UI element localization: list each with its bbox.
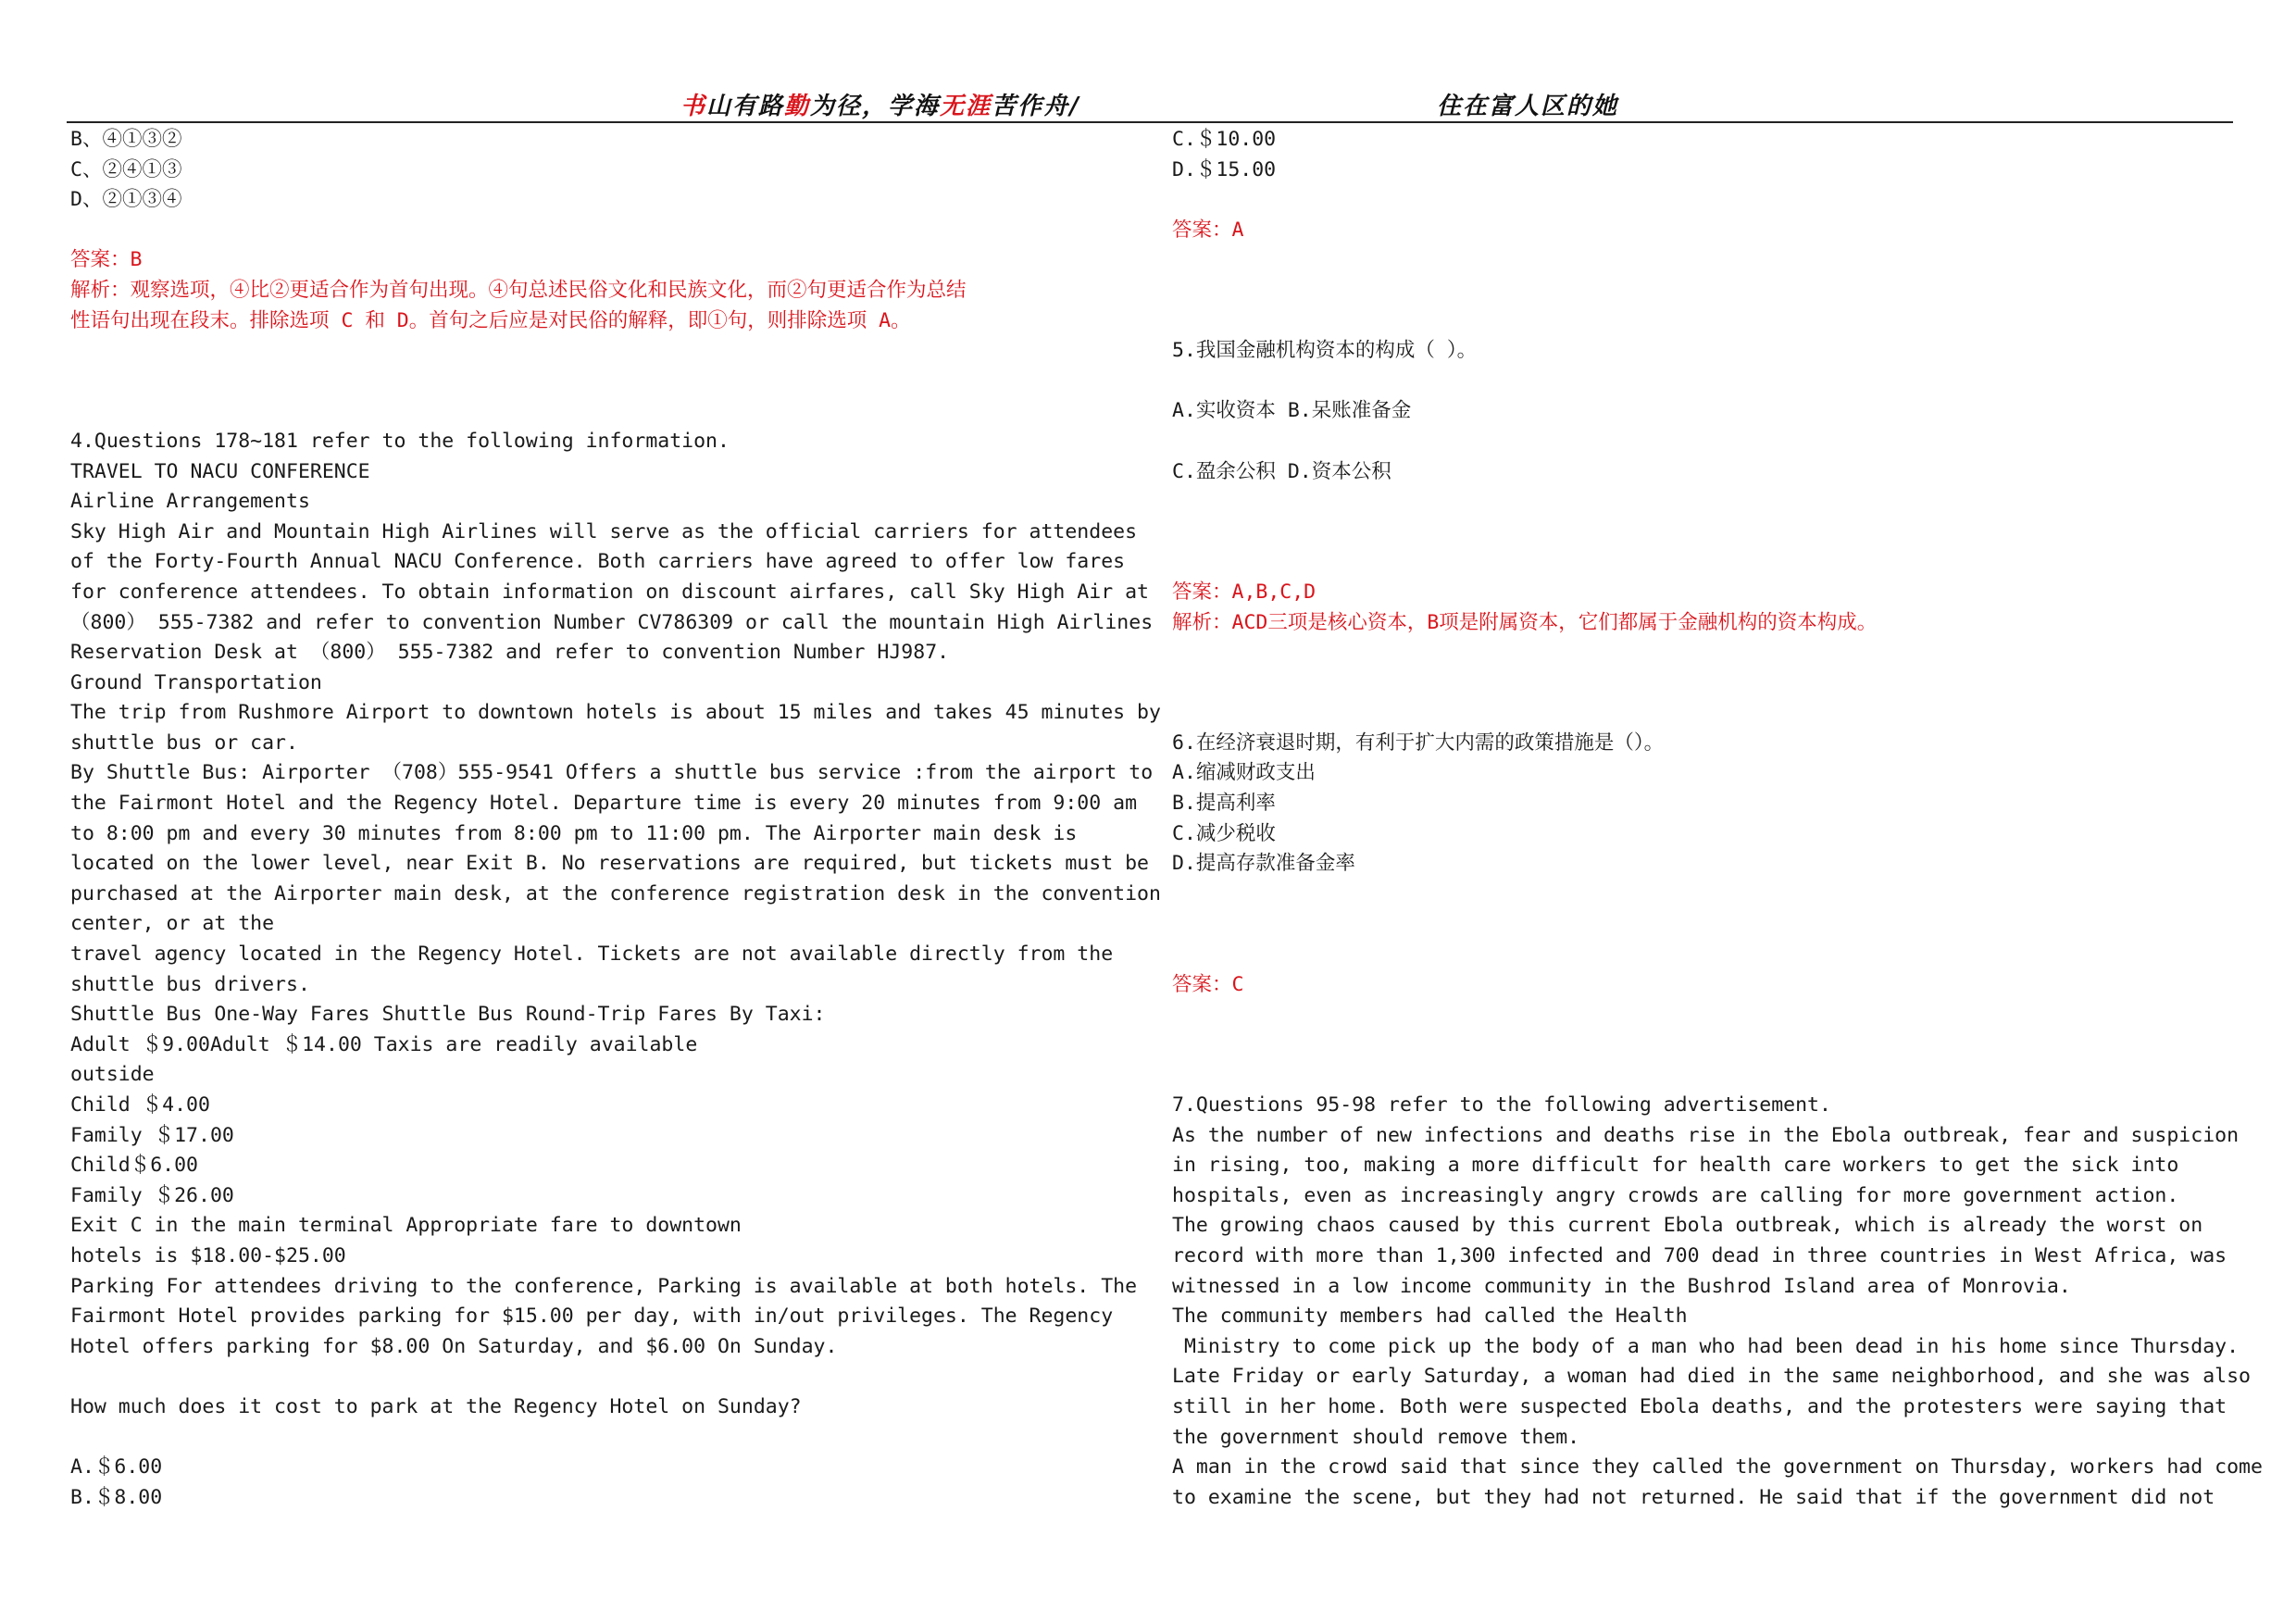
q4-line: Ground Transportation [70,670,322,694]
q4-line: Child ＄4.00 [70,1093,210,1117]
motto-part: 涯 [966,93,992,120]
right-column [1172,125,2263,1513]
motto-part: 无 [940,93,967,120]
q4-line: located on the lower level, near Exit B. No reservations are required, but tickets must be [70,852,1149,876]
q4-line: Family ＄17.00 [70,1123,234,1147]
q7-line: witnessed in a low income community in the Bushrod Island area of Monrovia. [1172,1274,2071,1298]
q4-line: travel agency located in the Regency Hotel. Tickets are not available directly from the [70,943,1114,967]
q7-line: still in her home. Both were suspected Ebola deaths, and the protesters were saying that [1172,1394,2227,1418]
q3-option-b: B、④①③② [70,128,182,151]
q5-options-ab: A.实收资本 B.呆账准备金 [1172,399,1412,423]
q4-line: outside [70,1063,155,1087]
q7-line: record with more than 1,300 infected and 700 dead in three countries in West Africa, was [1172,1243,2227,1267]
q4-line: hotels is $18.00-$25.00 [70,1243,346,1267]
q4-line: （800） 555-7382 and refer to convention Number CV786309 or call the mountain High Airlines [70,610,1154,634]
q4-line: Parking For attendees driving to the conference, Parking is available at both hotels. The [70,1274,1138,1298]
q4-line: TRAVEL TO NACU CONFERENCE [70,459,370,483]
q7-line: in rising, too, making a more difficult for health care workers to get the sick into [1172,1154,2179,1178]
q6-stem: 6.在经济衰退时期，有利于扩大内需的政策措施是（）。 [1172,730,1665,755]
q7-line: Ministry to come pick up the body of a man who had been dead in his home since Thursday. [1172,1334,2240,1358]
q4-line: By Shuttle Bus: Airporter （708）555-9541 Offers a shuttle bus service :from the airport to [70,761,1154,785]
motto-part: 勤 [784,93,811,120]
q3-option-d: D、②①③④ [70,188,182,212]
q3-analysis-line: 性语句出现在段末。排除选项 C 和 D。首句之后应是对民俗的解释，即①句，则排除选项 A。 [70,308,911,332]
q4-option-a: A.＄6.00 [70,1455,163,1479]
q6-answer: 答案：C [1172,972,1244,996]
q4-passage [70,427,1161,1362]
q5-options-cd: C.盈余公积 D.资本公积 [1172,459,1391,483]
q4-line: 4.Questions 178~181 refer to the following information. [70,429,730,453]
q4-line: to 8:00 pm and every 30 minutes from 8:00 pm to 11:00 pm. The Airporter main desk is [70,821,1078,845]
left-column [70,125,1161,1513]
q7-line: the government should remove them. [1172,1425,1580,1449]
q7-line: The growing chaos caused by this current Ebola outbreak, which is already the worst on [1172,1214,2203,1238]
q4-line: of the Forty-Fourth Annual NACU Conference. Both carriers have agreed to offer low fares [70,550,1126,574]
q4-line: center, or at the [70,912,275,936]
q7-line: As the number of new infections and deaths rise in the Ebola outbreak, fear and suspicion [1172,1123,2240,1147]
q4-option-b: B.＄8.00 [70,1485,163,1509]
q4-option-d: D.＄15.00 [1172,157,1277,181]
q6-option-d: D.提高存款准备金率 [1172,852,1355,876]
motto-part: 书 [680,93,707,120]
q4-line: The trip from Rushmore Airport to downtown hotels is about 15 miles and takes 45 minutes by [70,701,1161,725]
q4-option-c: C.＄10.00 [1172,128,1277,151]
q3-option-c: C、②④①③ [70,157,182,181]
q7-line: A man in the crowd said that since they called the government on Thursday, workers had come [1172,1455,2263,1479]
q7-line: The community members had called the Health [1172,1305,1688,1329]
q3-answer: 答案：B [70,248,143,272]
q4-line: Family ＄26.00 [70,1183,234,1207]
header-school-name: 住在富人区的她 [1437,93,1619,120]
q4-answer: 答案：A [1172,218,1244,242]
q4-line: Fairmont Hotel provides parking for $15.00 per day, with in/out privileges. The Regency [70,1305,1114,1329]
q4-line: the Fairmont Hotel and the Regency Hotel. Departure time is every 20 minutes from 9:00 am [70,792,1138,816]
q4-line: for conference attendees. To obtain information on discount airfares, call Sky High Air at [70,580,1149,604]
q4-question: How much does it cost to park at the Regency Hotel on Sunday? [70,1394,802,1418]
q4-line: Exit C in the main terminal Appropriate fare to downtown [70,1214,742,1238]
q4-line: shuttle bus or car. [70,730,298,755]
q4-line: Hotel offers parking for $8.00 On Saturday, and $6.00 On Sunday. [70,1334,838,1358]
q5-answer: 答案：A,B,C,D [1172,580,1316,604]
q7-line: hospitals, even as increasingly angry crowds are calling for more government action. [1172,1183,2179,1207]
q4-line: Airline Arrangements [70,490,310,514]
q4-line: Child＄6.00 [70,1154,198,1178]
q6-option-b: B.提高利率 [1172,792,1276,816]
q6-option-c: C.减少税收 [1172,821,1276,845]
q4-line: Reservation Desk at （800） 555-7382 and refer to convention Number HJ987. [70,641,950,665]
q4-line: Sky High Air and Mountain High Airlines will serve as the official carriers for attendees [70,519,1138,543]
q4-line: Shuttle Bus One-Way Fares Shuttle Bus Round-Trip Fares By Taxi: [70,1003,826,1027]
q4-line: Adult ＄9.00Adult ＄14.00 Taxis are readily available [70,1032,698,1056]
q7-line: to examine the scene, but they had not returned. He said that if the government did not [1172,1485,2215,1509]
q6-option-a: A.缩减财政支出 [1172,761,1316,785]
motto-part: 为径，学海 [810,93,941,120]
q5-stem: 5.我国金融机构资本的构成（ ）。 [1172,339,1478,363]
page-header [0,81,2296,122]
q4-line: purchased at the Airporter main desk, at the conference registration desk in the convention [70,881,1161,905]
q7-passage [1172,1091,2263,1513]
motto-part: 苦作舟/ [992,93,1080,120]
q5-analysis: 解析：ACD三项是核心资本，B项是附属资本，它们都属于金融机构的资本构成。 [1172,610,1878,634]
q3-analysis-line: 解析：观察选项，④比②更适合作为首句出现。④句总述民俗文化和民族文化，而②句更适合作为总结 [70,278,967,302]
q4-line: shuttle bus drivers. [70,972,310,996]
header-motto [680,87,1080,121]
header-rule [67,121,2233,123]
motto-part: 山有路 [706,93,785,120]
q7-line: 7.Questions 95-98 refer to the following advertisement. [1172,1093,1831,1117]
q7-line: Late Friday or early Saturday, a woman had died in the same neighborhood, and she was also [1172,1365,2251,1389]
